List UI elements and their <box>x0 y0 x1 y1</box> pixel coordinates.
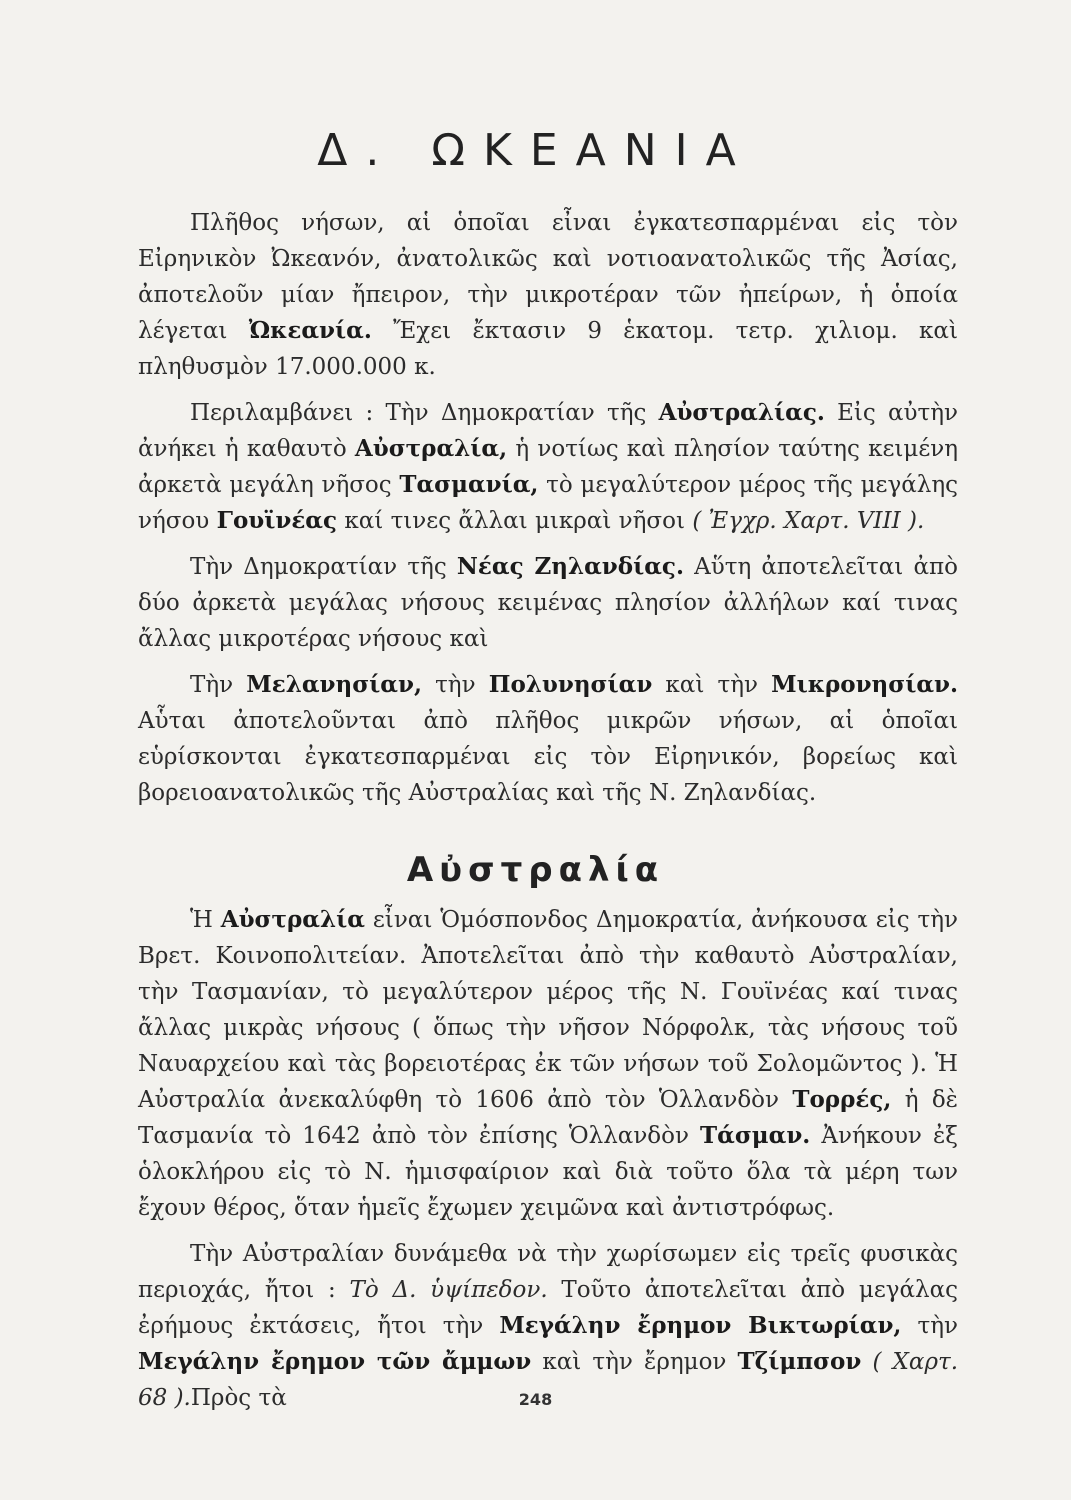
text-run: τὴν <box>901 1313 958 1339</box>
paragraph-new-zealand <box>138 549 958 657</box>
text-run: Αὗται ἀποτελοῦνται ἀπὸ πλῆθος μικρῶν νήσων, αἱ ὁποῖαι εὑρίσκονται ἐγκατεσπαρμέναι εἰς τὸν Εἰρηνικόν, βορείως καὶ βορειοανατολικῶς τῆς Αὐστραλίας καὶ τῆς Ν. Ζηλανδίας. <box>138 708 958 806</box>
text-run: καὶ τὴν <box>652 672 772 698</box>
chapter-title <box>0 125 1071 176</box>
paragraph-oceania-definition <box>138 205 958 385</box>
text-run: καί τινες ἄλλαι μικραὶ νῆσοι <box>337 508 693 534</box>
text-run: ἡ δὲ Τασμανία τὸ 1642 ἀπὸ τὸν ἐπίσης Ὁλλανδὸν <box>138 1087 959 1149</box>
bold-term: Μελανησίαν, <box>246 671 422 698</box>
paragraph-australia-regions <box>138 1236 958 1416</box>
bold-term: Νέας Ζηλανδίας. <box>456 553 684 580</box>
text-run: Τοῦτο ἀποτελεῖται ἀπὸ μεγάλας ἐρήμους ἐκτάσεις, ἤτοι τὴν <box>138 1277 959 1339</box>
bold-term: Αὐστραλία, <box>354 435 508 462</box>
text-run: Ἀνήκουν ἐξ ὁλοκλήρου εἰς τὸ Ν. ἡμισφαίριον καὶ διὰ τοῦτο ὅλα τὰ μέρη των ἔχουν θέρος, ὅταν ἡμεῖς ἔχωμεν χειμῶνα καὶ ἀντιστρόφως. <box>138 1123 958 1221</box>
bold-term: Αὐστραλία <box>220 906 365 933</box>
intro-text <box>138 205 958 821</box>
paragraph-australia-federation <box>138 902 958 1226</box>
bold-term: Μεγάλην ἔρημον Βικτωρίαν, <box>499 1312 902 1339</box>
text-run: Τὴν <box>190 672 247 698</box>
text-run: καὶ τὴν ἔρημον <box>531 1349 738 1375</box>
text-run: Τὴν Αὐστραλίαν δυνάμεθα νὰ τὴν χωρίσωμεν εἰς τρεῖς φυσικὰς περιοχάς, ἤτοι : <box>138 1241 958 1303</box>
text-run: τὴν <box>421 672 489 698</box>
section-title: Αὐστραλία <box>406 850 665 891</box>
map-reference: ( Ἐγχρ. Χαρτ. VIII ). <box>692 508 925 534</box>
text-run: Περιλαμβάνει : Τὴν Δημοκρατίαν τῆς <box>190 400 659 426</box>
text-run: ἡ νοτίως καὶ πλησίον ταύτης κειμένη ἀρκετὰ μεγάλη νῆσος <box>138 436 959 498</box>
bold-term: Μεγάλην ἔρημον τῶν ἄμμων <box>138 1348 532 1375</box>
bold-term: Τζίμπσον <box>737 1348 862 1375</box>
bold-term: Τορρές, <box>792 1086 892 1113</box>
bold-term: Πολυνησίαν <box>488 671 653 698</box>
bold-term: Τασμανία, <box>399 471 539 498</box>
text-run: Ἡ <box>190 907 221 933</box>
bold-term: Γουϊνέας <box>216 507 338 534</box>
paragraph-australia-republic <box>138 395 958 539</box>
italic-term: Τὸ Δ. ὑψίπεδον. <box>349 1277 548 1303</box>
text-run: Πλῆθος νήσων, αἱ ὁποῖαι εἶναι ἐγκατεσπαρμέναι εἰς τὸν Εἰρηνικὸν Ὠκεανόν, ἀνατολικῶς καὶ νοτιοανατολικῶς τῆς Ἀσίας, ἀποτελοῦν μίαν ἤπειρον, τὴν μικροτέραν τῶν ἠπείρων, ἡ ὁποία λέγεται <box>138 210 958 344</box>
text-run: εἶναι Ὁμόσπονδος Δημοκρατία, ἀνήκουσα εἰς τὴν Βρετ. Κοινοπολιτείαν. Ἀποτελεῖται ἀπὸ τὴν καθαυτὸ Αὐστραλίαν, τὴν Τασμανίαν, τὸ μεγαλύτερον μέρος τῆς Ν. Γουϊνέας καί τινας ἄλλας μικρὰς νήσους ( ὅπως τὴν νῆσον Νόρφολκ, τὰς νήσους τοῦ Ναυαρχείου καὶ τὰς βορειοτέρας ἐκ τῶν νήσων τοῦ Σολομῶντος ). Ἡ Αὐστραλία ἀνεκαλύφθη τὸ 1606 ἀπὸ τὸν Ὁλλανδὸν <box>138 907 958 1113</box>
bold-term: Αὐστραλίας. <box>658 399 825 426</box>
text-run: Ἔχει ἔκτασιν 9 ἑκατομ. τετρ. χιλιομ. καὶ πληθυσμὸν 17.000.000 κ. <box>138 318 958 380</box>
chapter-name: ΩΚΕΑΝΙΑ <box>431 125 754 177</box>
text-run: Εἰς αὐτὴν ἀνήκει ἡ καθαυτὸ <box>138 400 958 462</box>
text-run: Τὴν Δημοκρατίαν τῆς <box>190 554 457 580</box>
text-run: Αὕτη ἀποτελεῖται ἀπὸ δύο ἀρκετὰ μεγάλας νήσους κειμένας πλησίον ἀλλήλων καί τινας ἄλλας μικροτέρας νήσους καὶ <box>138 554 958 652</box>
chapter-number: Δ. <box>317 125 398 177</box>
text-run: τὸ μεγαλύτερον μέρος τῆς μεγάλης νήσου <box>138 472 958 534</box>
page-number: 248 <box>518 1390 553 1409</box>
bold-term: Μικρονησίαν. <box>771 671 959 698</box>
bold-term: Τάσμαν. <box>700 1122 811 1149</box>
text-run: Πρὸς τὰ <box>190 1385 287 1411</box>
paragraph-pacific-islands <box>138 667 958 811</box>
map-reference: ( Χαρτ. 68 ). <box>138 1349 959 1411</box>
bold-term: Ὠκεανία. <box>248 317 372 344</box>
australia-text <box>138 902 958 1426</box>
text-run <box>861 1349 872 1375</box>
